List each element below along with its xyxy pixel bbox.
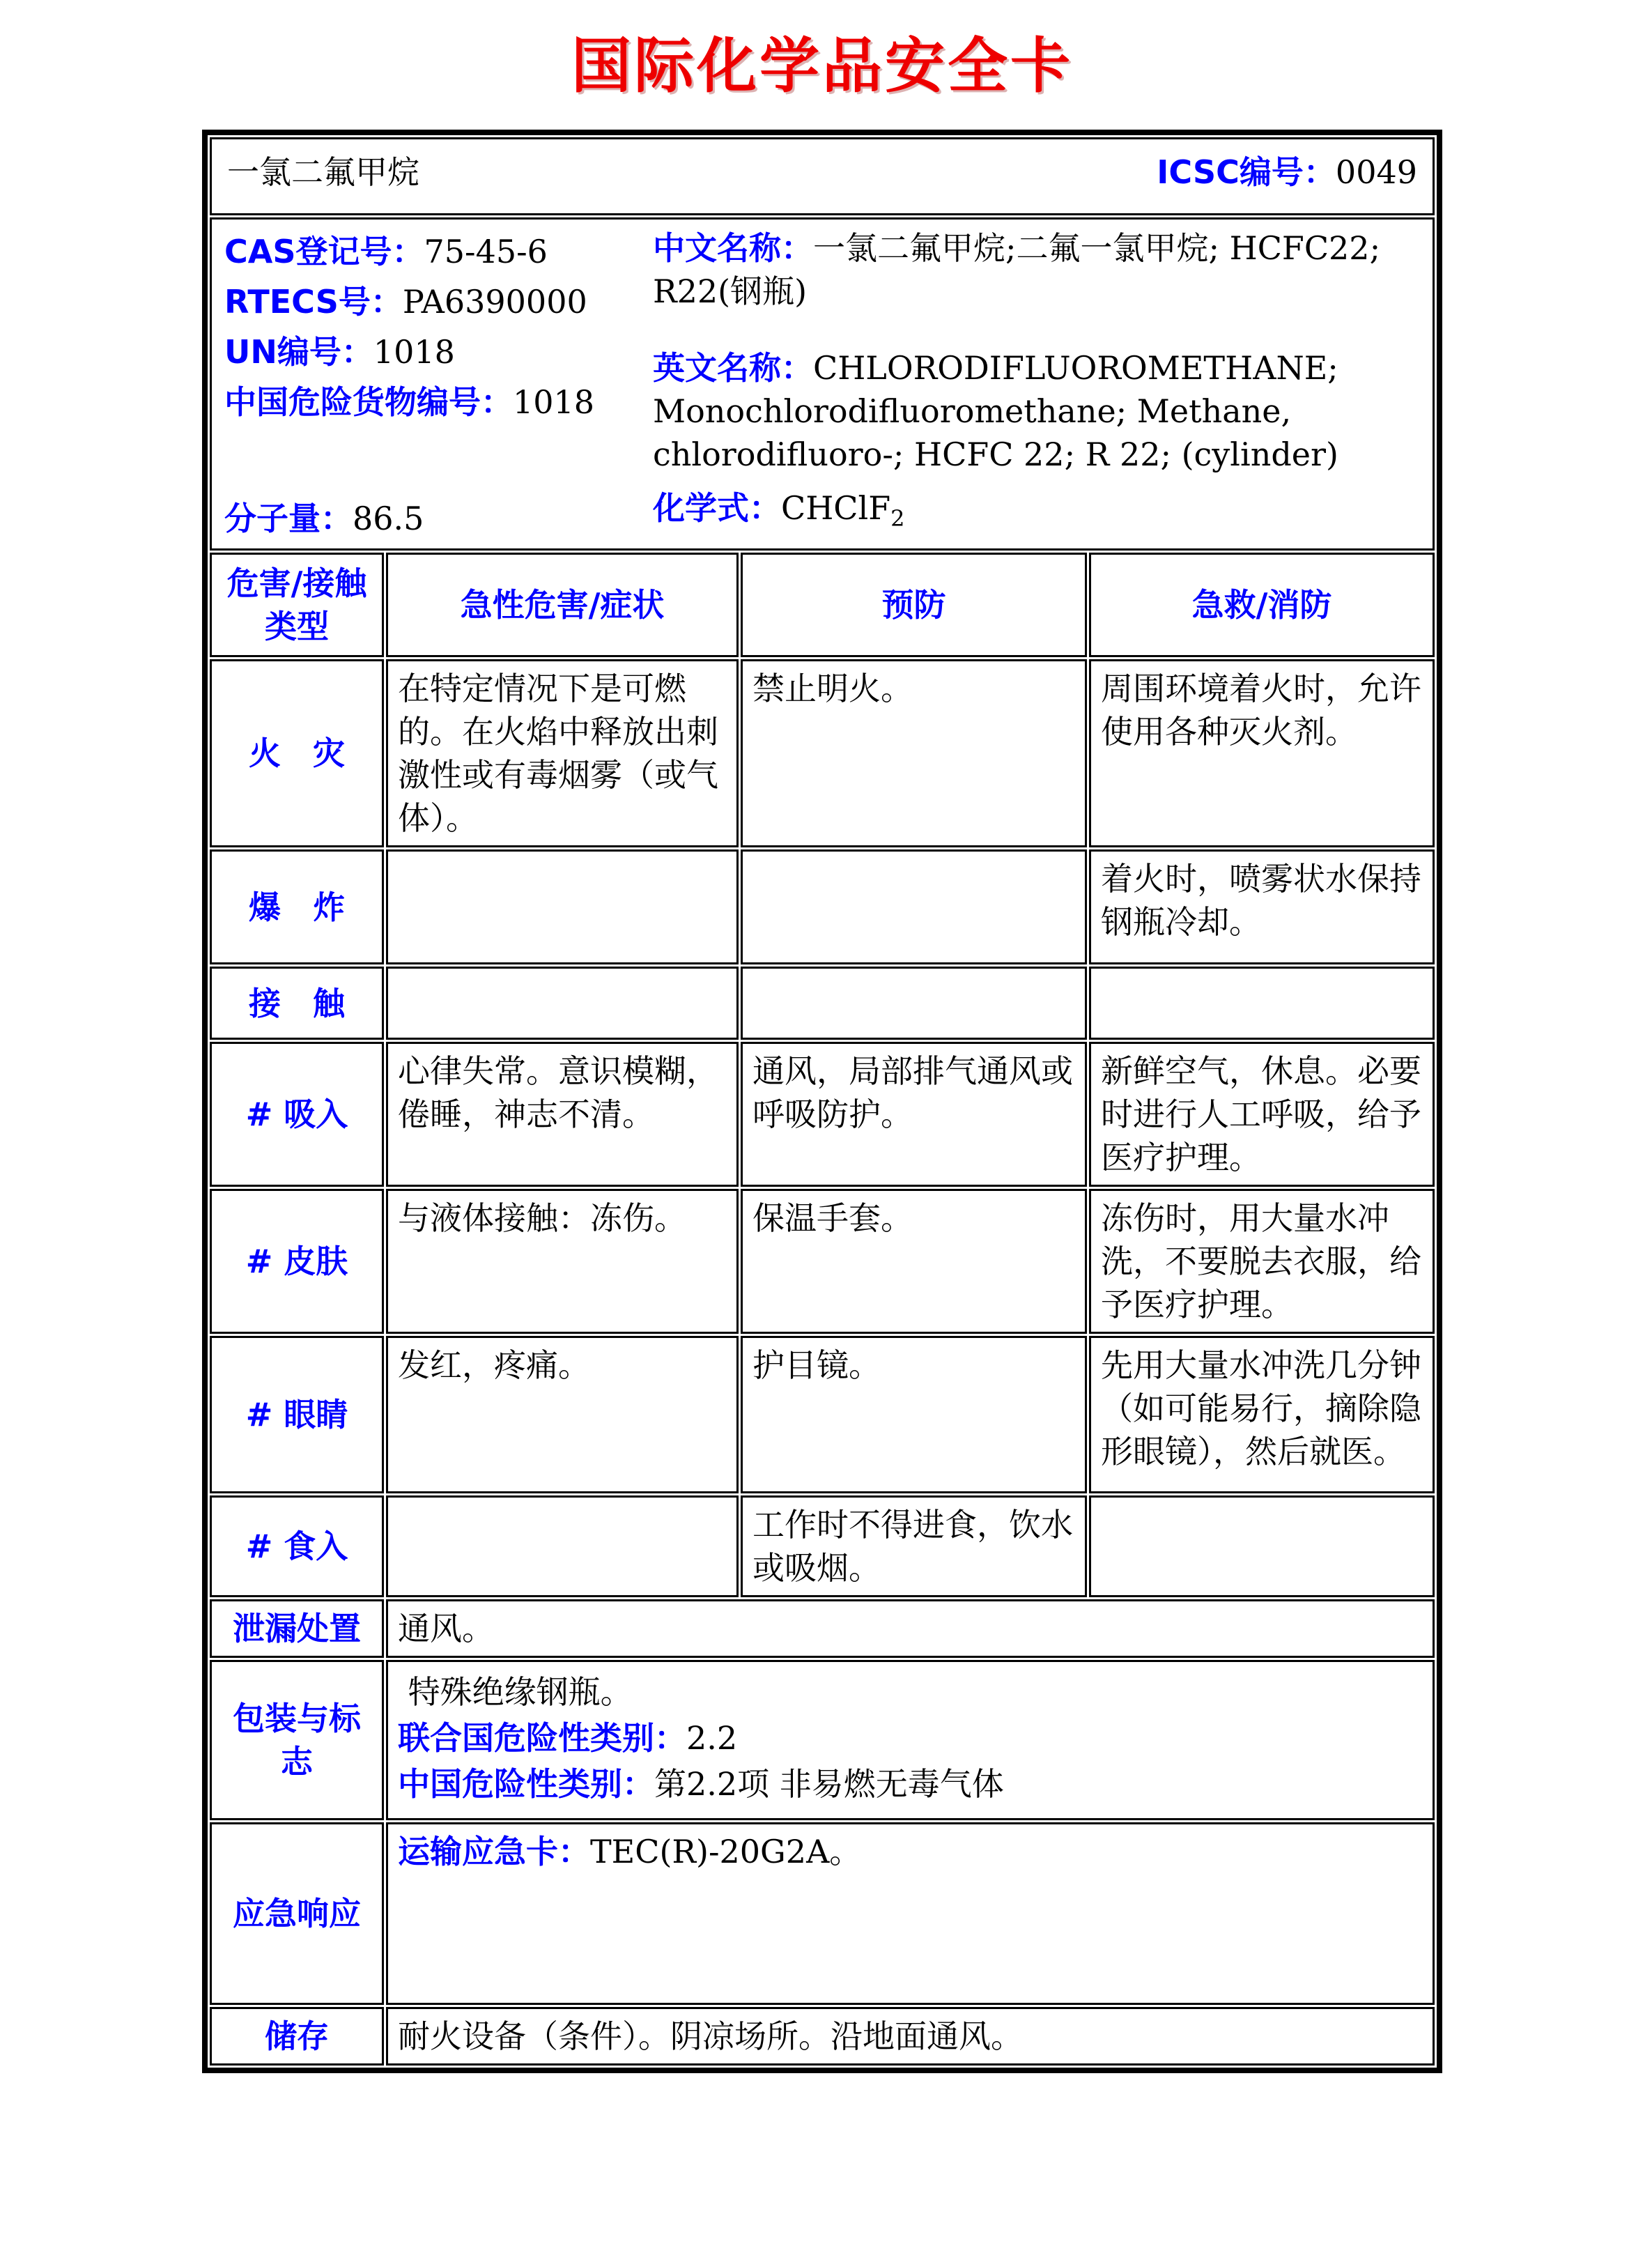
cn-hazard-class-label: 中国危险性类别： (398, 1765, 654, 1803)
transport-emergency-card-label: 运输应急卡： (398, 1833, 590, 1870)
skin-response-cell: 冻伤时，用大量水冲洗，不要脱去衣服，给予医疗护理。 (1089, 1189, 1435, 1334)
hazard-header-row (210, 553, 1435, 657)
chemical-formula-label: 化学式： (653, 489, 781, 527)
emergency-response-label: 应急响应 (210, 1822, 384, 2005)
header-prevention: 预防 (741, 553, 1087, 657)
header-acute-hazards: 急性危害/症状 (386, 553, 739, 657)
explosion-symptoms-cell (386, 849, 739, 964)
fire-row (210, 659, 1435, 847)
page-title: 国际化学品安全卡 (571, 31, 1073, 101)
eyes-row (210, 1336, 1435, 1493)
registry-numbers-block (224, 226, 653, 541)
packaging-text-cell (386, 1660, 1435, 1820)
storage-row (210, 2007, 1435, 2066)
inhalation-symptoms-cell: 心律失常。意识模糊，倦睡，神志不清。 (386, 1042, 739, 1187)
skin-prevention-cell: 保温手套。 (741, 1189, 1087, 1334)
cn-hazard-class-value: 第2.2项 非易燃无毒气体 (654, 1765, 1004, 1803)
rtecs-number-label: RTECS号： (224, 283, 403, 321)
chemical-formula-subscript: 2 (890, 505, 905, 532)
fire-prevention-cell: 禁止明火。 (741, 659, 1087, 847)
eyes-response-cell: 先用大量水冲洗几分钟（如可能易行，摘除隐形眼镜），然后就医。 (1089, 1336, 1435, 1493)
inhalation-response-cell: 新鲜空气，休息。必要时进行人工呼吸，给予医疗护理。 (1089, 1042, 1435, 1187)
packaging-row (210, 1660, 1435, 1820)
icsc-number-label: ICSC编号： (1157, 153, 1336, 191)
inhalation-type-label: # 吸入 (210, 1042, 384, 1187)
eyes-prevention-cell: 护目镜。 (741, 1336, 1087, 1493)
identification-row (210, 217, 1435, 551)
cas-number-label: CAS登记号： (224, 233, 424, 270)
un-number-line (224, 330, 653, 374)
un-hazard-class-label: 联合国危险性类别： (398, 1719, 686, 1757)
transport-emergency-card-line (398, 1830, 1423, 1873)
header-first-aid: 急救/消防 (1089, 553, 1435, 657)
ingestion-type-label: # 食入 (210, 1495, 384, 1597)
explosion-response-cell: 着火时，喷雾状水保持钢瓶冷却。 (1089, 849, 1435, 964)
contact-type-label: 接 触 (210, 967, 384, 1040)
skin-row (210, 1189, 1435, 1334)
un-hazard-class-line (398, 1716, 1423, 1760)
english-name-line (653, 346, 1420, 476)
contact-prevention-cell (741, 967, 1087, 1040)
spill-disposal-label: 泄漏处置 (210, 1599, 384, 1658)
fire-type-label: 火 灾 (210, 659, 384, 847)
un-hazard-class-value: 2.2 (686, 1719, 738, 1757)
chinese-name-value: 一氯二氟甲烷;二氟一氯甲烷; HCFC22; R22(钢瓶) (653, 229, 1381, 310)
english-name-value: CHLORODIFLUOROMETHANE; Monochlorodifluoromethane; Methane, chlorodifluoro-; HCFC 22; R 22; (cylinder) (653, 349, 1338, 473)
storage-label: 储存 (210, 2007, 384, 2066)
packaging-cylinder-note: 特殊绝缘钢瓶。 (398, 1673, 633, 1711)
chemical-names-block (653, 226, 1420, 541)
transport-emergency-card-value: TEC(R)-20G2A。 (590, 1833, 862, 1870)
un-number-value: 1018 (373, 333, 455, 371)
un-number-label: UN编号： (224, 333, 373, 371)
cas-number-line (224, 230, 653, 273)
ingestion-row (210, 1495, 1435, 1597)
rtecs-number-value: PA6390000 (402, 283, 587, 321)
molecular-weight-label: 分子量： (224, 500, 353, 537)
eyes-type-label: # 眼睛 (210, 1336, 384, 1493)
header-hazard-type: 危害/接触 类型 (210, 553, 384, 657)
spill-disposal-row (210, 1599, 1435, 1658)
contact-row (210, 967, 1435, 1040)
identification-cell (210, 217, 1435, 551)
fire-symptoms-cell: 在特定情况下是可燃的。在火焰中释放出刺激性或有毒烟雾（或气体）。 (386, 659, 739, 847)
icsc-number (1157, 151, 1417, 194)
chinese-name-line (653, 226, 1420, 313)
fire-response-cell: 周围环境着火时，允许使用各种灭火剂。 (1089, 659, 1435, 847)
name-row (210, 137, 1435, 215)
ingestion-response-cell (1089, 1495, 1435, 1597)
chemical-formula-value: CHClF (781, 489, 891, 527)
rtecs-number-line (224, 280, 653, 323)
inhalation-row (210, 1042, 1435, 1187)
eyes-symptoms-cell: 发红，疼痛。 (386, 1336, 739, 1493)
molecular-weight-value: 86.5 (353, 500, 424, 537)
explosion-prevention-cell (741, 849, 1087, 964)
emergency-response-text-cell (386, 1822, 1435, 2005)
english-name-label: 英文名称： (653, 349, 813, 387)
chemical-name: 一氯二氟甲烷 (227, 153, 419, 191)
contact-symptoms-cell (386, 967, 739, 1040)
inhalation-prevention-cell: 通风，局部排气通风或呼吸防护。 (741, 1042, 1087, 1187)
spill-disposal-text-cell: 通风。 (386, 1599, 1435, 1658)
chemical-formula-line (653, 486, 1420, 540)
cn-hazard-class-line (398, 1762, 1423, 1806)
ingestion-prevention-cell: 工作时不得进食，饮水或吸烟。 (741, 1495, 1087, 1597)
molecular-weight-line (224, 497, 653, 540)
storage-text-cell: 耐火设备（条件）。阴凉场所。沿地面通风。 (386, 2007, 1435, 2066)
packaging-label: 包装与标志 (210, 1660, 384, 1820)
skin-type-label: # 皮肤 (210, 1189, 384, 1334)
emergency-response-row (210, 1822, 1435, 2005)
name-cell (210, 137, 1435, 215)
chinese-name-label: 中文名称： (653, 229, 813, 267)
safety-card-table (202, 130, 1442, 2073)
icsc-number-value: 0049 (1335, 153, 1417, 191)
explosion-type-label: 爆 炸 (210, 849, 384, 964)
contact-response-cell (1089, 967, 1435, 1040)
explosion-row (210, 849, 1435, 964)
cn-dangerous-goods-label: 中国危险货物编号： (224, 383, 513, 421)
ingestion-symptoms-cell (386, 1495, 739, 1597)
cn-dangerous-goods-value: 1018 (513, 383, 595, 421)
skin-symptoms-cell: 与液体接触：冻伤。 (386, 1189, 739, 1334)
cn-dangerous-goods-line (224, 380, 653, 424)
cas-number-value: 75-45-6 (424, 233, 548, 270)
